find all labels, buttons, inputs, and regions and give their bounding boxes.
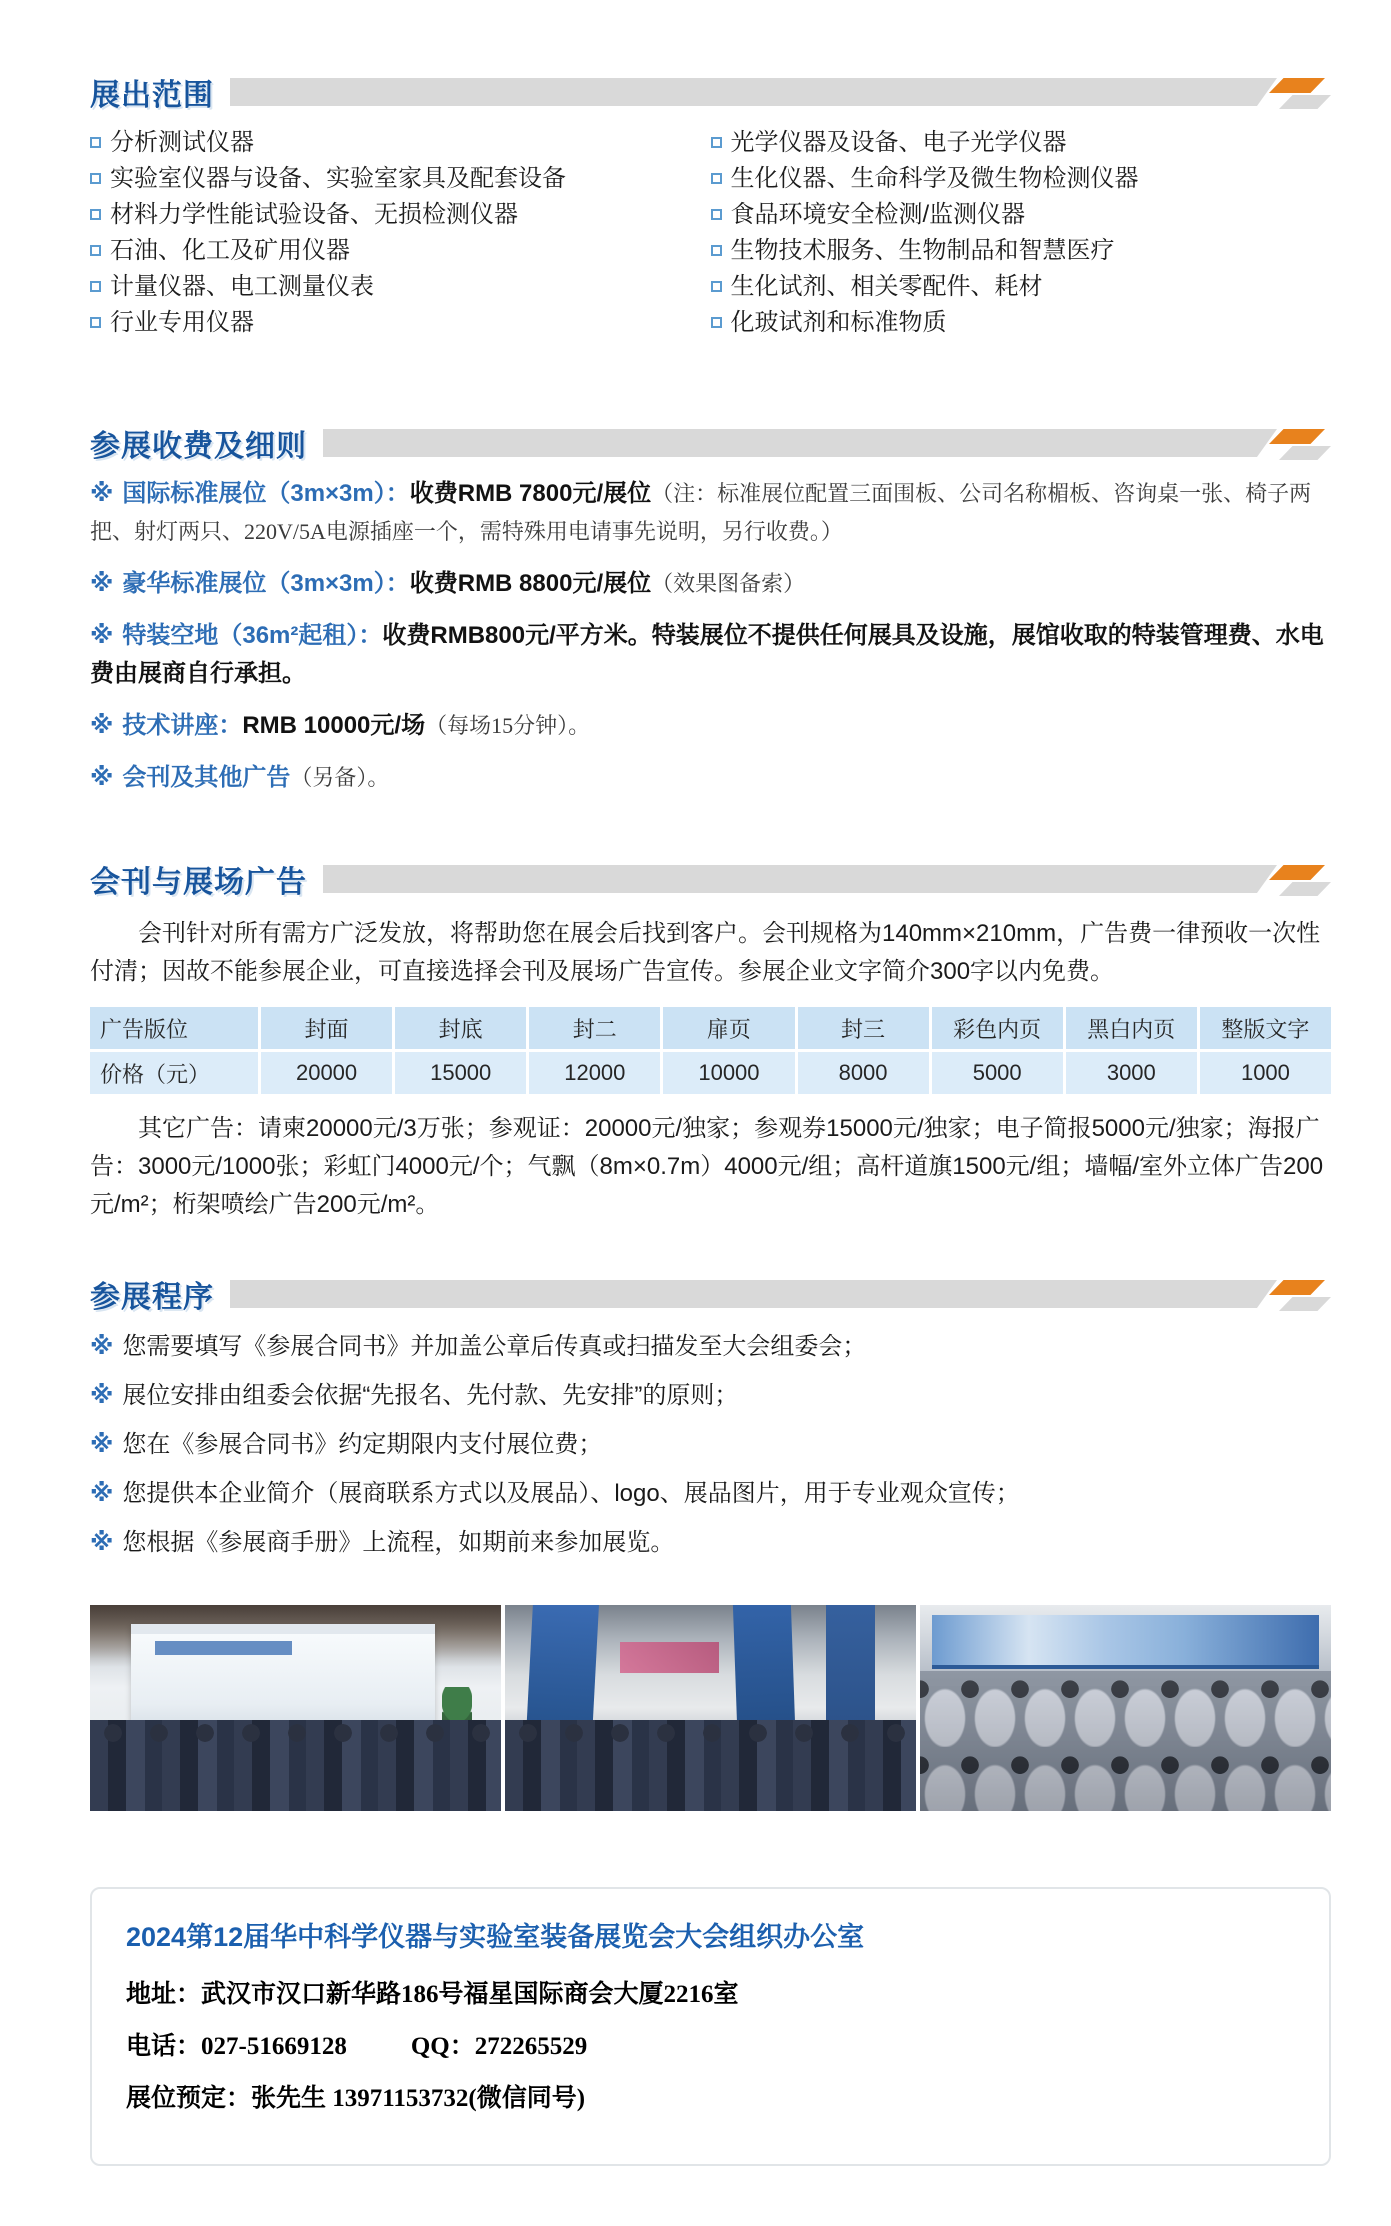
header-bar-orange-accent (1269, 865, 1325, 880)
scope-item (90, 272, 711, 301)
fee-label: 国际标准展位（3m×3m）： (122, 480, 410, 507)
ad-table-header-cell: 整版文字 (1200, 1007, 1331, 1049)
qq-value: 272265529 (474, 2033, 588, 2060)
procedure-item-text: 您提供本企业简介（展商联系方式以及展品）、logo、展品图片，用于专业观众宣传； (122, 1480, 1020, 1507)
address-label: 地址： (126, 1981, 202, 2008)
header-bar-gray (230, 1280, 1277, 1308)
scope-item-label: 材料力学性能试验设备、无损检测仪器 (110, 201, 518, 228)
fee-item (90, 759, 1331, 797)
scope-item (90, 164, 711, 193)
booking-value: 张先生 13971153732(微信同号) (251, 2085, 586, 2112)
scope-item-label: 计量仪器、电工测量仪表 (110, 273, 374, 300)
ad-table-header-cell: 广告版位 (90, 1007, 258, 1049)
ad-table-header-cell: 黑白内页 (1066, 1007, 1197, 1049)
square-bullet-icon (711, 245, 722, 256)
phone-value: 027-51669128 (201, 2033, 347, 2060)
fee-value: RMB 10000元/场 (242, 712, 426, 739)
contact-title: 2024第12届华中科学仪器与实验室装备展览会大会组织办公室 (126, 1922, 865, 1952)
scope-item (90, 128, 711, 157)
square-bullet-icon (90, 245, 101, 256)
scope-item-label: 生化试剂、相关零配件、耗材 (730, 273, 1043, 300)
ad-table-row-label: 价格（元） (90, 1052, 258, 1094)
fee-value: 收费RMB 8800元/展位 (409, 570, 652, 597)
scope-item (711, 272, 1332, 301)
ad-table-header-cell: 封底 (395, 1007, 526, 1049)
photo-crowd-shape (505, 1720, 916, 1811)
fee-item (90, 617, 1331, 693)
fee-note: （注：标准展位配置三面围板、公司名称楣板、咨询桌一张、椅子两把、射灯两只、220V/5A电源插座一个，需特殊用电请事先说明，另行收费。） (90, 481, 1312, 544)
procedure-section-title: 参展程序 (90, 1281, 214, 1314)
fee-label: 会刊及其他广告 (122, 764, 291, 791)
fee-item (90, 475, 1331, 551)
square-bullet-icon (711, 137, 722, 148)
square-bullet-icon (90, 317, 101, 328)
photo-banner-shape (526, 1605, 598, 1724)
header-bar-tail (1279, 446, 1331, 460)
header-bar-tail (1279, 1297, 1331, 1311)
ad-table-price-cell: 20000 (261, 1052, 392, 1094)
procedure-item-text: 您需要填写《参展合同书》并加盖公章后传真或扫描发至大会组委会； (122, 1333, 867, 1360)
section-scope (90, 72, 1331, 337)
scope-item (711, 236, 1332, 265)
header-bar-decoration (323, 426, 1331, 460)
procedure-item (90, 1331, 1331, 1363)
scope-item (711, 308, 1332, 337)
fee-value: 收费RMB800元/平方米。特装展位不提供任何展具及设施，展馆收取的特装管理费、水电费由展商自行承担。 (90, 622, 1324, 687)
asterisk-marker-icon: ※ (90, 1431, 114, 1458)
ad-table-price-cell: 3000 (1066, 1052, 1197, 1094)
fee-note: （每场15分钟）。 (425, 713, 591, 738)
photo-audience-seats-shape (920, 1671, 1331, 1811)
address-value: 武汉市汉口新华路186号福星国际商会大厦2216室 (201, 1981, 739, 2008)
asterisk-marker-icon: ※ (90, 764, 114, 791)
fee-label: 特装空地（36m²起租）： (122, 622, 383, 649)
scope-item-label: 光学仪器及设备、电子光学仪器 (730, 129, 1067, 156)
asterisk-marker-icon: ※ (90, 1333, 114, 1360)
other-ads-paragraph: 其它广告：请柬20000元/3万张；参观证：20000元/独家；参观券15000元/独家；电子简报5000元/独家；海报广告：3000元/1000张；彩虹门4000元/个；气飘（8m×0.7m）4000元/组；高杆道旗1500元/组；墙幅/室外立体广告200元/m²；桁架喷绘广告200元/m²。 (90, 1115, 1324, 1218)
header-bar-orange-accent (1269, 78, 1325, 93)
ad-table-price-cell: 1000 (1200, 1052, 1331, 1094)
scope-section-header (90, 72, 1331, 112)
scope-item-label: 食品环境安全检测/监测仪器 (730, 201, 1026, 228)
contact-box (90, 1887, 1331, 2166)
procedure-item (90, 1380, 1331, 1412)
qq-label: QQ： (410, 2033, 475, 2060)
asterisk-marker-icon: ※ (90, 480, 114, 507)
fee-label: 豪华标准展位（3m×3m）： (122, 570, 410, 597)
fee-note: （效果图备索） (651, 571, 806, 596)
fee-value: 收费RMB 7800元/展位 (409, 480, 652, 507)
scope-item-label: 分析测试仪器 (110, 129, 254, 156)
scope-list (90, 128, 1331, 337)
procedure-item-text: 展位安排由组委会依据“先报名、先付款、先安排”的原则； (122, 1382, 739, 1409)
header-bar-tail (1279, 95, 1331, 109)
scope-item (711, 164, 1332, 193)
scope-item-label: 行业专用仪器 (110, 309, 254, 336)
ad-table-header-cell: 封面 (261, 1007, 392, 1049)
procedure-item-text: 您在《参展合同书》约定期限内支付展位费； (122, 1431, 603, 1458)
section-journal-ads (90, 859, 1331, 1224)
fee-item (90, 707, 1331, 745)
asterisk-marker-icon: ※ (90, 1529, 114, 1556)
asterisk-marker-icon: ※ (90, 1480, 114, 1507)
ad-table-header-cell: 封三 (798, 1007, 929, 1049)
asterisk-marker-icon: ※ (90, 712, 114, 739)
ad-table-price-cell: 8000 (798, 1052, 929, 1094)
procedure-section-header (90, 1274, 1331, 1314)
contact-booking-line (126, 2078, 1295, 2114)
fee-note: （另备）。 (290, 765, 390, 790)
photo-strip (90, 1605, 1331, 1811)
fees-section-header (90, 423, 1331, 463)
header-bar-orange-accent (1269, 1280, 1325, 1295)
fee-label: 技术讲座： (122, 712, 243, 739)
header-bar-gray (323, 865, 1277, 893)
journal-intro-paragraph: 会刊针对所有需方广泛发放，将帮助您在展会后找到客户。会刊规格为140mm×210mm，广告费一律预收一次性付清；因故不能参展企业，可直接选择会刊及展场广告宣传。参展企业文字简介300字以内免费。 (90, 920, 1321, 985)
scope-item (711, 200, 1332, 229)
ad-table-price-cell: 15000 (395, 1052, 526, 1094)
section-procedure (90, 1274, 1331, 1559)
exhibition-booth-photo (90, 1605, 501, 1811)
square-bullet-icon (711, 317, 722, 328)
square-bullet-icon (711, 173, 722, 184)
scope-item-label: 石油、化工及矿用仪器 (110, 237, 350, 264)
scope-item-label: 生化仪器、生命科学及微生物检测仪器 (730, 165, 1139, 192)
scope-item-label: 生物技术服务、生物制品和智慧医疗 (730, 237, 1115, 264)
photo-crowd-shape (90, 1720, 501, 1811)
section-fees (90, 423, 1331, 797)
ad-table-header-cell: 封二 (529, 1007, 660, 1049)
header-bar-tail (1279, 882, 1331, 896)
square-bullet-icon (90, 137, 101, 148)
asterisk-marker-icon: ※ (90, 622, 114, 649)
asterisk-marker-icon: ※ (90, 570, 114, 597)
contact-address-line (126, 1974, 1295, 2010)
ad-table-header-cell: 扉页 (663, 1007, 794, 1049)
journal-section-title: 会刊与展场广告 (90, 866, 307, 899)
phone-label: 电话： (126, 2033, 202, 2060)
asterisk-marker-icon: ※ (90, 1382, 114, 1409)
ad-table-price-cell: 12000 (529, 1052, 660, 1094)
procedure-item (90, 1478, 1331, 1510)
procedure-item (90, 1527, 1331, 1559)
fee-item (90, 565, 1331, 603)
header-bar-decoration (230, 1277, 1331, 1311)
header-bar-decoration (230, 75, 1331, 109)
square-bullet-icon (90, 173, 101, 184)
square-bullet-icon (90, 209, 101, 220)
procedure-item-text: 您根据《参展商手册》上流程，如期前来参加展览。 (122, 1529, 675, 1556)
photo-banner-shape (733, 1605, 795, 1736)
header-bar-orange-accent (1269, 429, 1325, 444)
exhibition-aisle-photo (505, 1605, 916, 1811)
scope-item (711, 128, 1332, 157)
journal-section-header (90, 859, 1331, 899)
ad-table-price-cell: 5000 (932, 1052, 1063, 1094)
scope-item (90, 200, 711, 229)
scope-item (90, 236, 711, 265)
header-bar-decoration (323, 862, 1331, 896)
fees-section-title: 参展收费及细则 (90, 430, 307, 463)
photo-booth-accent-shape (620, 1642, 719, 1673)
contact-phone-line (126, 2026, 1295, 2062)
square-bullet-icon (711, 281, 722, 292)
ad-table-price-cell: 10000 (663, 1052, 794, 1094)
square-bullet-icon (711, 209, 722, 220)
photo-stage-banner-shape (932, 1615, 1318, 1664)
header-bar-gray (230, 78, 1277, 106)
header-bar-gray (323, 429, 1277, 457)
square-bullet-icon (90, 281, 101, 292)
scope-item-label: 实验室仪器与设备、实验室家具及配套设备 (110, 165, 566, 192)
procedure-item (90, 1429, 1331, 1461)
ad-table-header-cell: 彩色内页 (932, 1007, 1063, 1049)
booking-label: 展位预定： (126, 2085, 252, 2112)
scope-item (90, 308, 711, 337)
scope-section-title: 展出范围 (90, 79, 214, 112)
conference-audience-photo (920, 1605, 1331, 1811)
scope-item-label: 化玻试剂和标准物质 (730, 309, 947, 336)
ad-price-table (90, 1007, 1331, 1094)
photo-booth-shape (131, 1624, 435, 1727)
